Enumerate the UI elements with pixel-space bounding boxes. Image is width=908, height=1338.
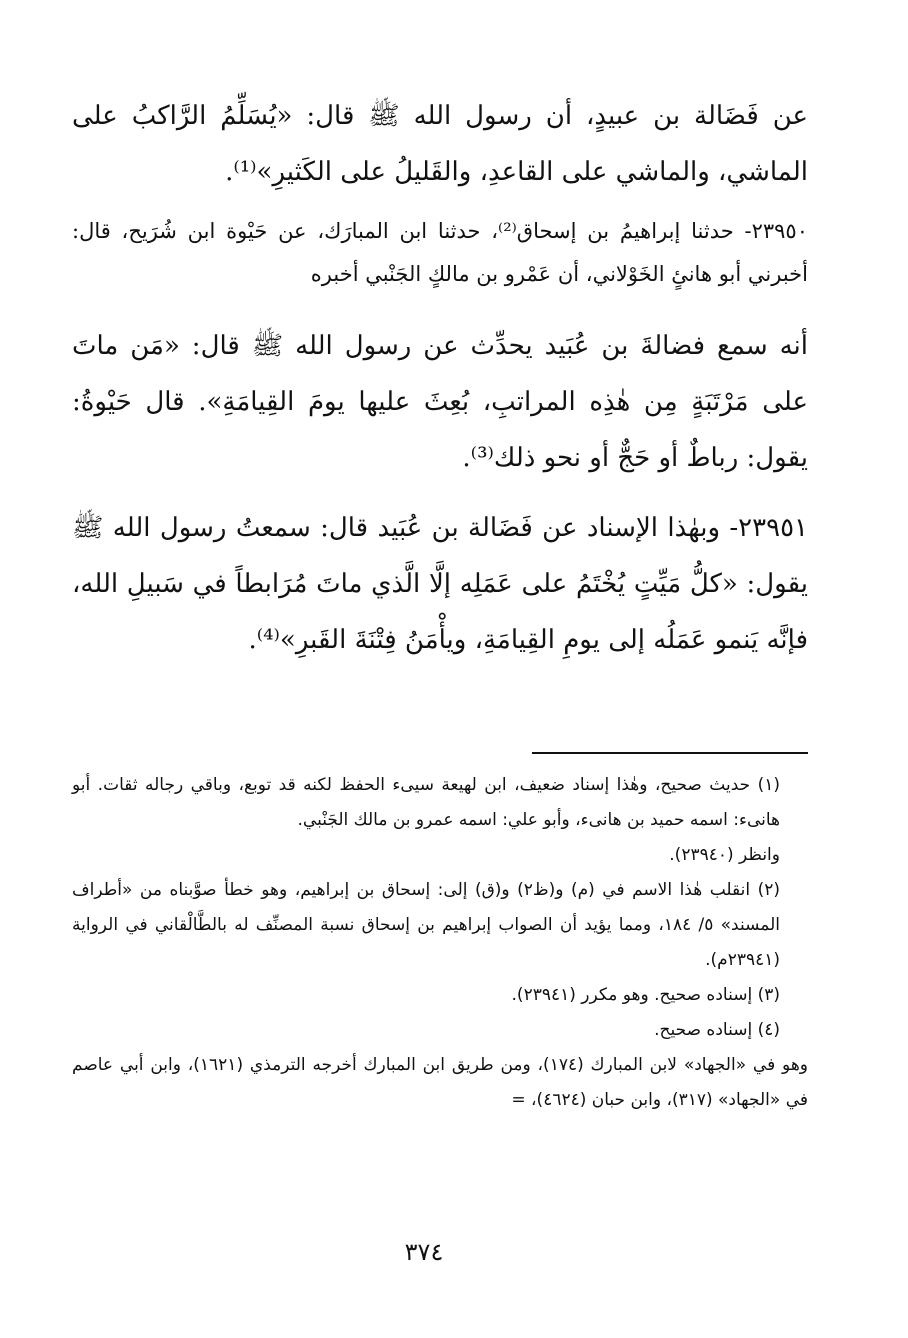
hadith-23950-isnad: ٢٣٩٥٠- حدثنا إبراهيمُ بن إسحاق⁽²⁾، حدثنا ابن المبارَك، عن حَيْوة ابن شُرَيح، قال: أخبرني أبو هانئٍ الخَوْلاني، أن عَمْرو بن مالكٍ الجَنْبي أخبره	[72, 219, 808, 286]
footnote-1-see-also: وانظر (٢٣٩٤٠).	[669, 845, 780, 865]
footnote-3: (٣) إسناده صحيح. وهو مكرر (٢٣٩٤١).	[511, 985, 780, 1005]
footnote-separator	[532, 752, 808, 754]
main-text-block	[72, 88, 808, 668]
footnotes-block	[72, 768, 808, 1118]
footnote-2: (٢) انقلب هٰذا الاسم في (م) و(ظ٢) و(ق) إلى: إسحاق بن إبراهيم، وهو خطأ صوَّبناه من «أطراف المسند» ٥/ ١٨٤، ومما يؤيد أن الصواب إبراهيم بن إسحاق نسبة المصنِّف له بالطَّالْقاني في الرواية (٢٣٩٤١م).	[72, 880, 780, 970]
footnote-4-continued: وهو في «الجهاد» لابن المبارك (١٧٤)، ومن طريق ابن المبارك أخرجه الترمذي (١٦٢١)، وابن أبي عاصم في «الجهاد» (٣١٧)، وابن حبان (٤٦٢٤)، =	[72, 1055, 808, 1110]
page-number: ٣٧٤	[404, 1238, 444, 1266]
hadith-23951: ٢٣٩٥١- وبهٰذا الإسناد عن فَضَالة بن عُبَيد قال: سمعتُ رسول الله ﷺ يقول: «كلُّ مَيِّتٍ يُخْتَمُ على عَمَلِه إلَّا الَّذي ماتَ مُرَابطاً في سَبيلِ الله، فإنَّه يَنمو عَمَلُه إلى يومِ القِيامَةِ، ويأْمَنُ فِتْنَةَ القَبرِ»⁽⁴⁾.	[72, 513, 808, 655]
footnote-1: (١) حديث صحيح، وهٰذا إسناد ضعيف، ابن لهيعة سيىء الحفظ لكنه قد توبع، وباقي رجاله ثقات. أبو هانىء: اسمه حميد بن هانىء، وأبو علي: اسمه عمرو بن مالك الجَنْبي.	[72, 775, 780, 830]
hadith-23950-matn: أنه سمع فضالةَ بن عُبَيد يحدِّث عن رسول الله ﷺ قال: «مَن ماتَ على مَرْتَبَةٍ مِن هٰذِه المراتبِ، بُعِثَ عليها يومَ القِيامَةِ». قال حَيْوةُ: يقول: رباطٌ أو حَجٌّ أو نحو ذلك⁽³⁾.	[72, 331, 808, 473]
footnote-4: (٤) إسناده صحيح.	[654, 1020, 780, 1040]
hadith-paragraph-1: عن فَضَالة بن عبيدٍ، أن رسول الله ﷺ قال: «يُسَلِّمُ الرَّاكبُ على الماشي، والماشي على القاعدِ، والقَليلُ على الكَثيرِ»⁽¹⁾.	[72, 101, 808, 187]
